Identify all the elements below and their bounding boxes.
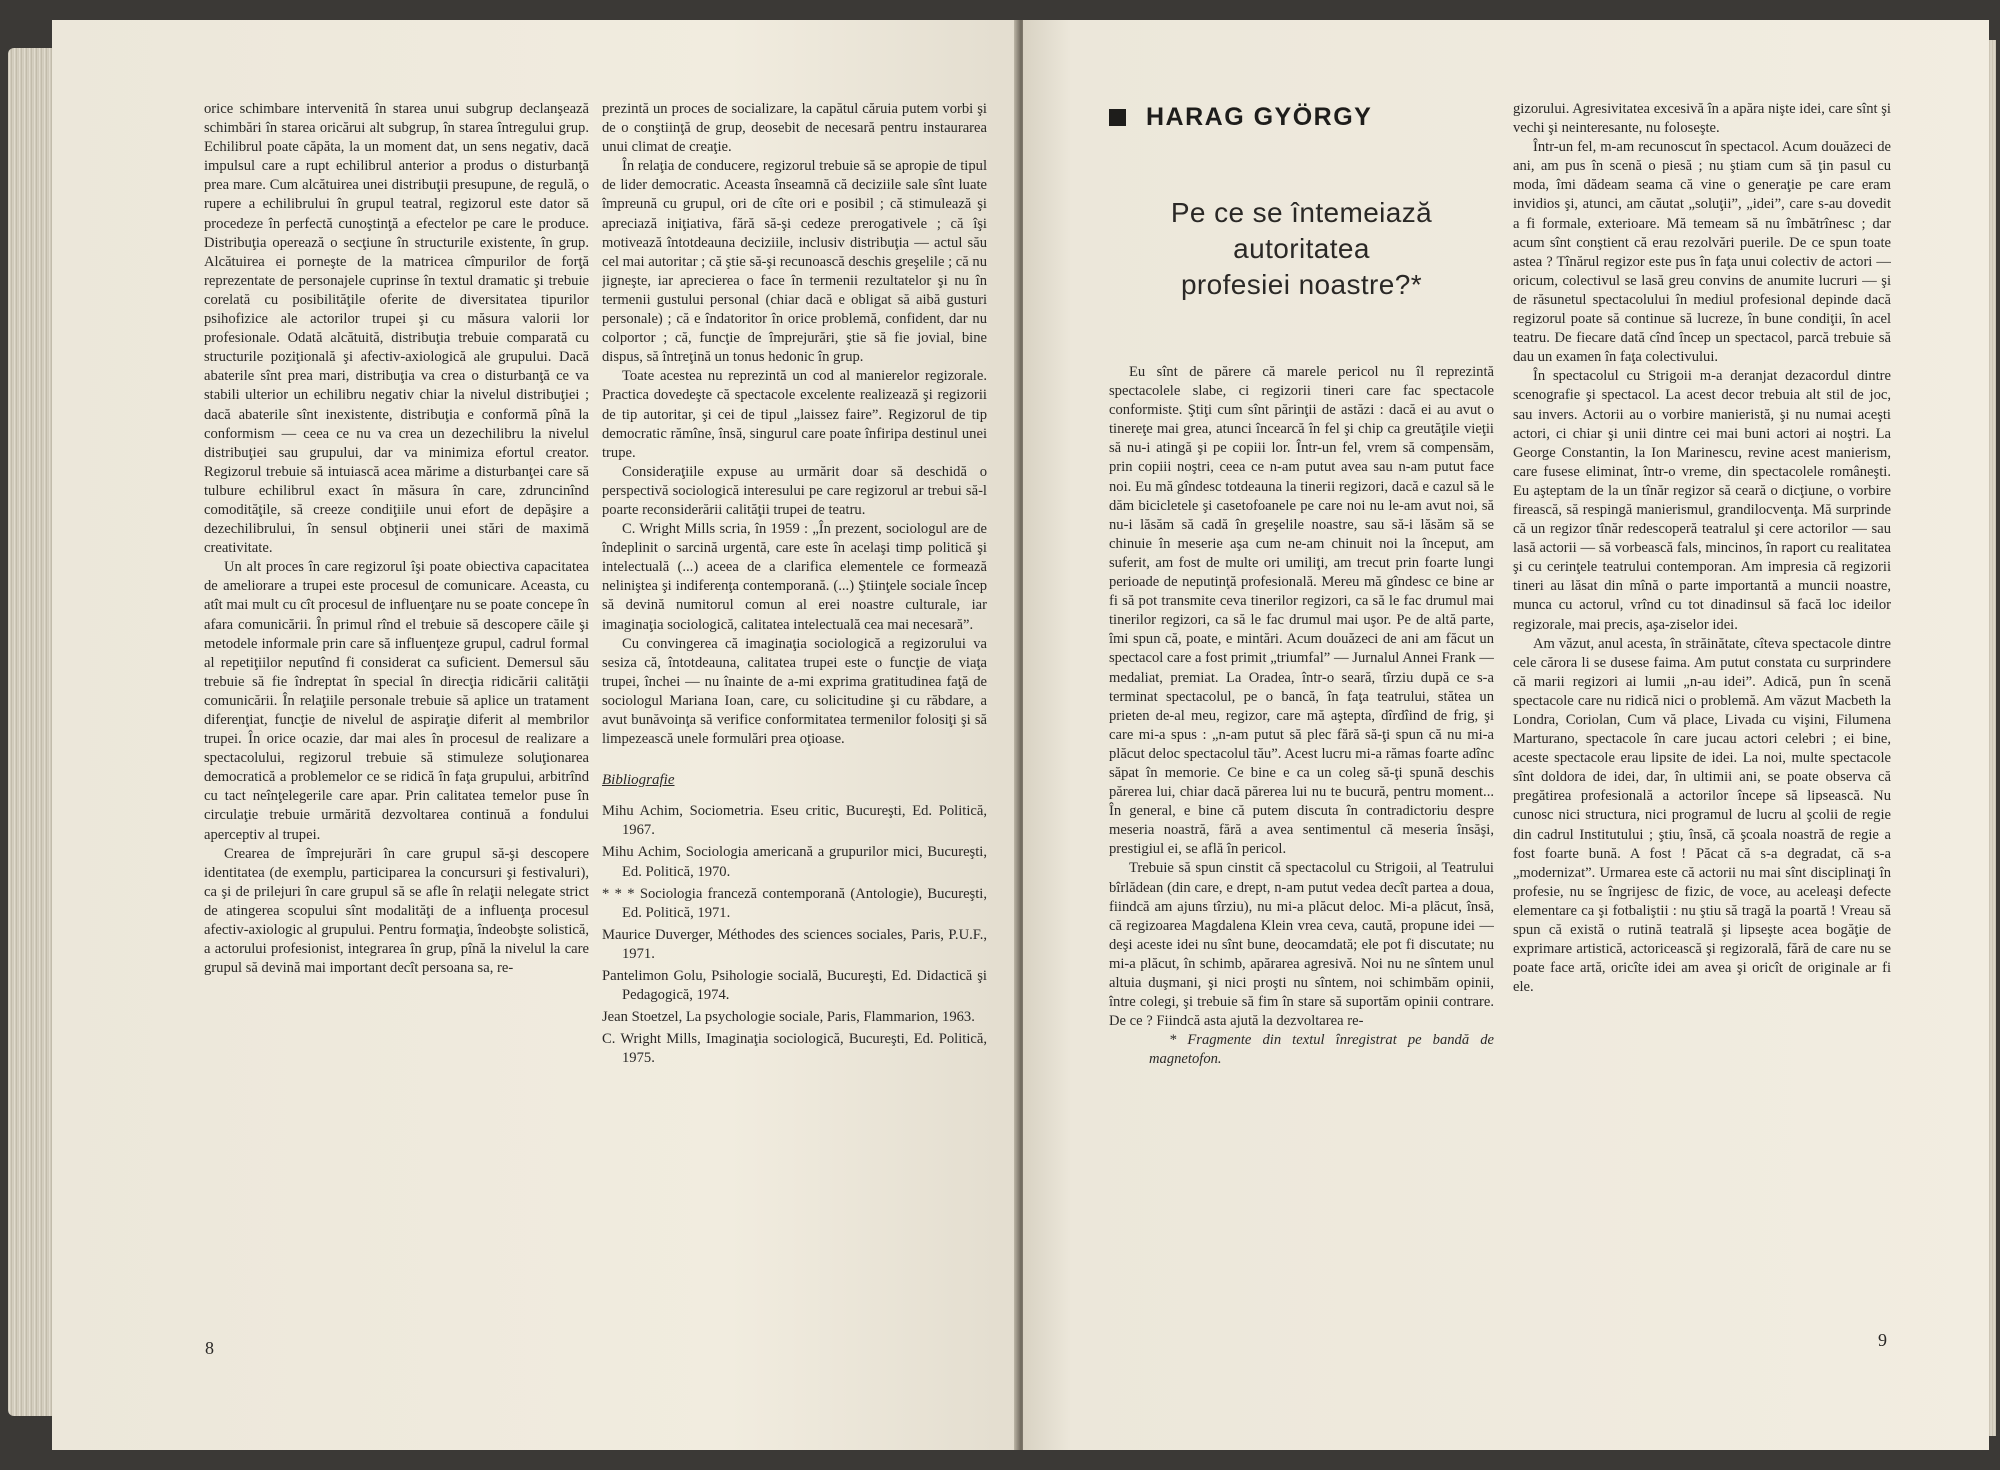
right-page-column-2 <box>1513 100 1891 1325</box>
black-square-icon <box>1109 109 1126 126</box>
title-line: profesiei noastre?* <box>1180 269 1423 301</box>
right-page <box>1023 20 1989 1450</box>
paragraph: gizorului. Agresivitatea excesivă în a apăra nişte idei, care sînt şi vechi şi neinteresante, nu foloseşte. <box>1513 101 1891 137</box>
paragraph: C. Wright Mills scria, în 1959 : „În prezent, sociologul are de îndeplinit o sarcină urgentă, care este în acelaşi timp politică şi intelectuală (...) aceea de a clarifica elementele ce formează neliniştea şi indiferenţa contemporană. (...) Ştiinţele sociale încep să devină numitorul comun al erei noastre culturale, iar imaginaţia sociologică, calitatea intelectuală cea mai necesară”. <box>602 521 987 633</box>
article-header <box>1109 103 1494 363</box>
author-name-text: HARAG GYÖRGY <box>1146 103 1373 131</box>
bibliography-entry: Jean Stoetzel, La psychologie sociale, Paris, Flammarion, 1963. <box>602 1009 975 1026</box>
paragraph: orice schimbare intervenită în starea unui subgrup declanşează schimbări în starea oricărui alt subgrup, în starea întregului grup. Echilibrul poate căpăta, la un moment dat, un sens negativ, dacă impulsul care a rupt echilibrul anterior a produs o disturbanţă prea mare. Cum alcătuirea unei distribuţii presupune, de regulă, o rupere a echilibrului în grupul teatral, regizorul este dator să procedeze în perfectă cunoştinţă a efectelor pe care le produce. Distribuţia operează o secţiune în structurile existente, în grup. Alcătuirea ei porneşte de la matricea cîmpurilor de forţă reprezentate de personajele cuprinse în textul dramatic şi trebuie corelată cu posibilităţile oferite de diversitatea tipurilor psihofizice ale actorilor trupei şi cu măsura valorii lor profesionale. Odată alcătuită, distribuţia trebuie comparată cu structurile poziţională şi afectiv-axiologică ale grupului. Dacă abaterile sînt prea mari, distribuţia va crea o disturbanţă ce va stabili ulterior un echilibru negativ chiar la nivelul distribuţiei ; dacă abaterile sînt inexistente, distribuţia e conformă pînă la conformism — ceea ce nu va crea un dezechilibru la nivelul distribuţiei sau grupului, dar va minimiza efortul creator. Regizorul trebuie să intuiască acea mărime a disturbanţei care să tulbure echilibrul exact în măsura în care, zdruncinînd comodităţile, să creeze condiţiile unui efort de depăşire a dezechilibrului, în sensul obţinerii unei stări de maximă creativitate. <box>204 101 589 557</box>
paragraph: Eu sînt de părere că marele pericol nu îl reprezintă spectacolele slabe, ci regizorii tineri care fac spectacole conformiste. Ştiţi cum sînt părinţii de astăzi : dacă ei au avut o tinereţe mai grea, atunci încearcă în fel şi chip ca greutăţile vieţii să nu-i atingă şi pe copiii lor. Într-un fel, vrem să compensăm, prin copiii noştri, ceea ce n-am putut avea sau n-am putut face noi. Eu mă gîndesc totdeauna la tinerii regizori, dacă e cazul să le dăm bicicletele şi casetofoanele pe care noi nu le-am avut noi, să nu-i lăsăm să cadă în greşelile noastre, sau să-i lăsăm să se chinuie în meserie aşa cum ne-am chinuit noi la început, am suferit, am fost de multe ori umiliţi, am trecut prin foarte lungi perioade de neputinţă profesională. Mereu mă gîndesc ce bine ar fi să pot transmite ceva tinerilor regizori, ca să le fac drumul mai tinerilor regizori, ca să le fac drumul mai uşor. Pe de altă parte, îmi spun că, poate, e mintări. Acum douăzeci de ani am făcut un spectacol care a fost primit „triumfal” — Jurnalul Annei Frank — medaliat, premiat. La Oradea, într-o seară, tîrziu după ce s-a terminat spectacolul, pe o bancă, în faţa teatrului, stătea un prieten de-al meu, regizor, care mă aştepta, dîrdîind de frig, şi care mi-a spus : „n-am putut să plec fără să-ţi spun că nu mi-a plăcut deloc spectacolul tău”. Acest lucru mi-a rămas foarte adînc săpat în memorie. Ce bine e ca un coleg să-ţi spună deschis părerea lui, chiar dacă părerea lui nu te bucură, pentru moment... În general, e bine că putem discuta în contradictoriu despre meseria noastră, fără a avea sentimentul că meseria însăşi, prestigiul ei, se află în pericol. <box>1109 364 1494 858</box>
paragraph: prezintă un proces de socializare, la capătul căruia putem vorbi şi de o conştiinţă de grup, deosebit de necesară pentru instaurarea unui climat de creaţie. <box>602 101 987 156</box>
author-name <box>1109 103 1494 131</box>
title-line: Pe ce se întemeiază <box>1170 197 1433 229</box>
paragraph: În spectacolul cu Strigoii m-a deranjat dezacordul dintre scenografie şi spectacol. La acest decor trebuia alt stil de joc, sau invers. Actorii au o vorbire manieristă, şi nu numai aceşti actori, ci chiar şi unii dintre cei mai buni actori ai noştri. La George Constantin, la Ion Marinescu, revine acest manierism, care fusese eliminat, într-o vreme, din spectacolele româneşti. Eu aşteptam de la un tînăr regizor să ceară o dicţiune, o vorbire firească, să respingă manierismul, grandilocvenţa. Mă surprinde că un regizor tînăr redescoperă teatralul şi cere actorilor — sau lasă actorii — să vorbească fals, mincinos, în raport cu realitatea şi cu cerinţele teatrului contemporan. Am impresia că regizorii tineri au lăsat din mînă o parte importantă a muncii noastre, munca cu actorul, vrînd cu tot dinadinsul să facă loc ideilor regizorale, mai precis, aşa-ziselor idei. <box>1513 368 1891 633</box>
footnote: * Fragmente din textul înregistrat pe bandă de magnetofon. <box>1149 1032 1494 1068</box>
article-title <box>1109 195 1494 303</box>
paragraph: Am văzut, anul acesta, în străinătate, cîteva spectacole dintre cele cărora li se dusese faima. Am putut constata cu surprindere că marii regizori ai lumii „n-au idei”. Adică, pun în scenă spectacole care nu ridică nici o problemă. Am văzut Macbeth la Londra, Coriolan, Cum vă place, Livada cu vişini, Filumena Marturano, spectacole în care jucau actori celebri ; ei bine, aceste spectacole erau lipsite de idei. La noi, multe spectacole sînt doldora de idei, dar, în ultimii ani, se poate observa că pregătirea profesională a actorilor începe să lipsească. Nu cunosc nici structura, nici programul de lucru al şcolii de regie din cadrul Institutului ; ştiu, însă, că şcoala noastră de regie a fost foarte bună. A fost ! Păcat că s-a degradat, că s-a „modernizat”. Urmarea este că actorii nu mai sînt disciplinaţi în profesie, nu se îngrijesc de fizic, de voce, au aceleaşi defecte elementare ca şi fotbaliştii : nu ştiu să tragă la poartă ! Vreau să spun că există o rutină teatrală şi lipseşte acea bogăţie de exprimare artistică, actoricească şi regizorală, fără de care nu se poate face artă, oricîte idei am avea şi oricît de originale ar fi ele. <box>1513 635 1891 996</box>
paragraph: Trebuie să spun cinstit că spectacolul cu Strigoii, al Teatrului bîrlădean (din care, e drept, n-am putut vedea decît partea a doua, fiindcă am ajuns tîrziu), nu mi-a plăcut deloc. Mi-a plăcut, însă, că regizoarea Magdalena Klein vrea ceva, caută, propune idei — deşi aceste idei nu sînt bune, deocamdată; ele pot fi discutate; nu mi-a plăcut, în schimb, apărarea agresivă. Noi nu ne sîntem unul altuia duşmani, şi nici proşti nu sîntem, noi schimbăm opinii, între colegi, şi trebuie să fim în stare să suportăm opinii contrare. De ce ? Fiindcă asta ajută la dezvoltarea re- <box>1109 860 1494 1030</box>
paragraph: Crearea de împrejurări în care grupul să-şi descopere identitatea (de exemplu, participarea la concursuri şi festivaluri), ca şi de prilejuri în care grupul să se afle în relaţii nelegate strict de atingerea scopului sînt modalităţi de a influenţa procesul afectiv-axiologic al grupului. Pentru formaţia, îndeobşte solistică, a actorului profesionist, integrarea în grup, pînă la nivelul la care grupul să devină mai important decît persoana sa, re- <box>204 845 589 977</box>
bibliography-entry: * * * Sociologia franceză contemporană (Antologie), Bucureşti, Ed. Politică, 1971. <box>602 885 987 921</box>
title-line: autoritatea <box>1233 233 1370 265</box>
bibliography-entry: C. Wright Mills, Imaginaţia sociologică, Bucureşti, Ed. Politică, 1975. <box>602 1031 987 1067</box>
paragraph: Cu convingerea că imaginaţia sociologică a regizorului va sesiza că, întotdeauna, calitatea trupei este o funcţie de viaţa trupei, închei — nu înainte de a-mi exprima gratitudinea faţă de sociologul Mariana Ioan, care, cu solicitudine şi cu răbdare, a avut bunăvoinţa să verifice conformitatea termenilor folosiţi şi să limpezească unele formulări prea oţioase. <box>602 635 987 748</box>
right-page-column-1 <box>1109 98 1494 1348</box>
bibliography-entry: Pantelimon Golu, Psihologie socială, Bucureşti, Ed. Didactică şi Pedagogică, 1974. <box>602 968 987 1004</box>
left-page-column-2 <box>602 100 987 1325</box>
page-stack-edge-left <box>8 48 56 1416</box>
paragraph: Toate acestea nu reprezintă un cod al manierelor regizorale. Practica dovedeşte că spectacole excelente realizează şi regizorii de tip autoritar, şi cei de tipul „laissez faire”. Regizorul de tip democratic rămîne, însă, singurul care poate înfiripa destinul unei trupe. <box>602 368 987 461</box>
paragraph: Într-un fel, m-am recunoscut în spectacol. Acum douăzeci de ani, am pus în scenă o piesă ; nu ştiam cum să ţin pasul cu moda, îmi dădeam seama că vine o generaţie pe care eram invidios şi, atunci, am căutat „soluţii”, „idei”, care s-au dovedit a fi formale, exterioare. Mă temeam să nu îmbătrînesc ; dar acum sînt conştient că erau rezolvări puerile. De ce spun toate astea ? Tînărul regizor este pus în faţa unui colectiv de actori — oricum, colectivul se lasă greu convins de anumite lucruri — şi de răsunetul spectacolului în mediul profesional depinde dacă regizorul poate să continue să lucreze, în bune condiţii, în acel teatru. De fiecare dată cînd încep un spectacol, parcă trebuie să dau un examen în faţa colectivului. <box>1513 139 1891 366</box>
bibliography-entry: Mihu Achim, Sociometria. Eseu critic, Bucureşti, Ed. Politică, 1967. <box>602 803 987 839</box>
paragraph: Consideraţiile expuse au urmărit doar să deschidă o perspectivă sociologică interesului pe care regizorul ar trebui să-l poarte reconsiderării calităţii trupei de teatru. <box>602 463 987 518</box>
page-number-left: 8 <box>205 1338 214 1358</box>
left-page <box>52 20 1019 1450</box>
paragraph: Un alt proces în care regizorul îşi poate obiectiva capacitatea de ameliorare a trupei este procesul de comunicare. Aceasta, cu atît mai mult cu cît procesul de influenţare nu se poate concepe în afara comunicării. În primul rînd el trebuie să descopere căile şi metodele informale prin care să influenţeze grupul, cadrul formal al repetiţiilor neputînd fi considerat ca suficient. Demersul său trebuie să fie îndreptat în special în direcţia ridicării calităţii comunicării. În relaţiile personale trebuie să aplice un tratament diferenţiat, funcţie de nivelul de aspiraţie diferit al membrilor trupei. În orice ocazie, dar mai ales în procesul de realizare a spectacolului, regizorul trebuie să stimuleze soluţionarea democratică a problemelor ce se ridică în faţa grupului, arbitrînd cu tact neînţelegerile care apar. Prin calitatea temelor puse în circulaţie trebuie urmărită dezvoltarea continuă a fondului aperceptiv al trupei. <box>204 559 589 843</box>
bibliography-heading: Bibliografie <box>602 772 675 789</box>
bibliography-list <box>602 802 987 1068</box>
bibliography-entry: Maurice Duverger, Méthodes des sciences sociales, Paris, P.U.F., 1971. <box>602 926 987 962</box>
left-page-column-1 <box>204 100 589 1325</box>
paragraph: În relaţia de conducere, regizorul trebuie să se apropie de tipul de lider democratic. Aceasta înseamnă că deciziile sale sînt luate împreună cu grupul, ori de cîte ori e posibil ; că stimulează şi apreciază iniţiativa, fără să-şi cedeze prerogativele ; că îşi motivează întotdeauna deciziile, inclusiv distribuţia — actul său cel mai autoritar ; că ştie să-şi recunoască deschis greşelile ; că nu jigneşte, iar aprecierea o face în termenii rezultatelor şi nu în termenii gustului personal (chiar dacă e obligat să aibă gusturi personale) ; că e îndatoritor în orice problemă, confident, dar nu colportor ; că, funcţie de împrejurări, ştie să fie jovial, bine dispus, să întreţină un tonus hedonic în grup. <box>602 158 987 366</box>
bibliography-entry: Mihu Achim, Sociologia americană a grupurilor mici, Bucureşti, Ed. Politică, 1970. <box>602 844 987 880</box>
page-number-right: 9 <box>1878 1330 1887 1350</box>
